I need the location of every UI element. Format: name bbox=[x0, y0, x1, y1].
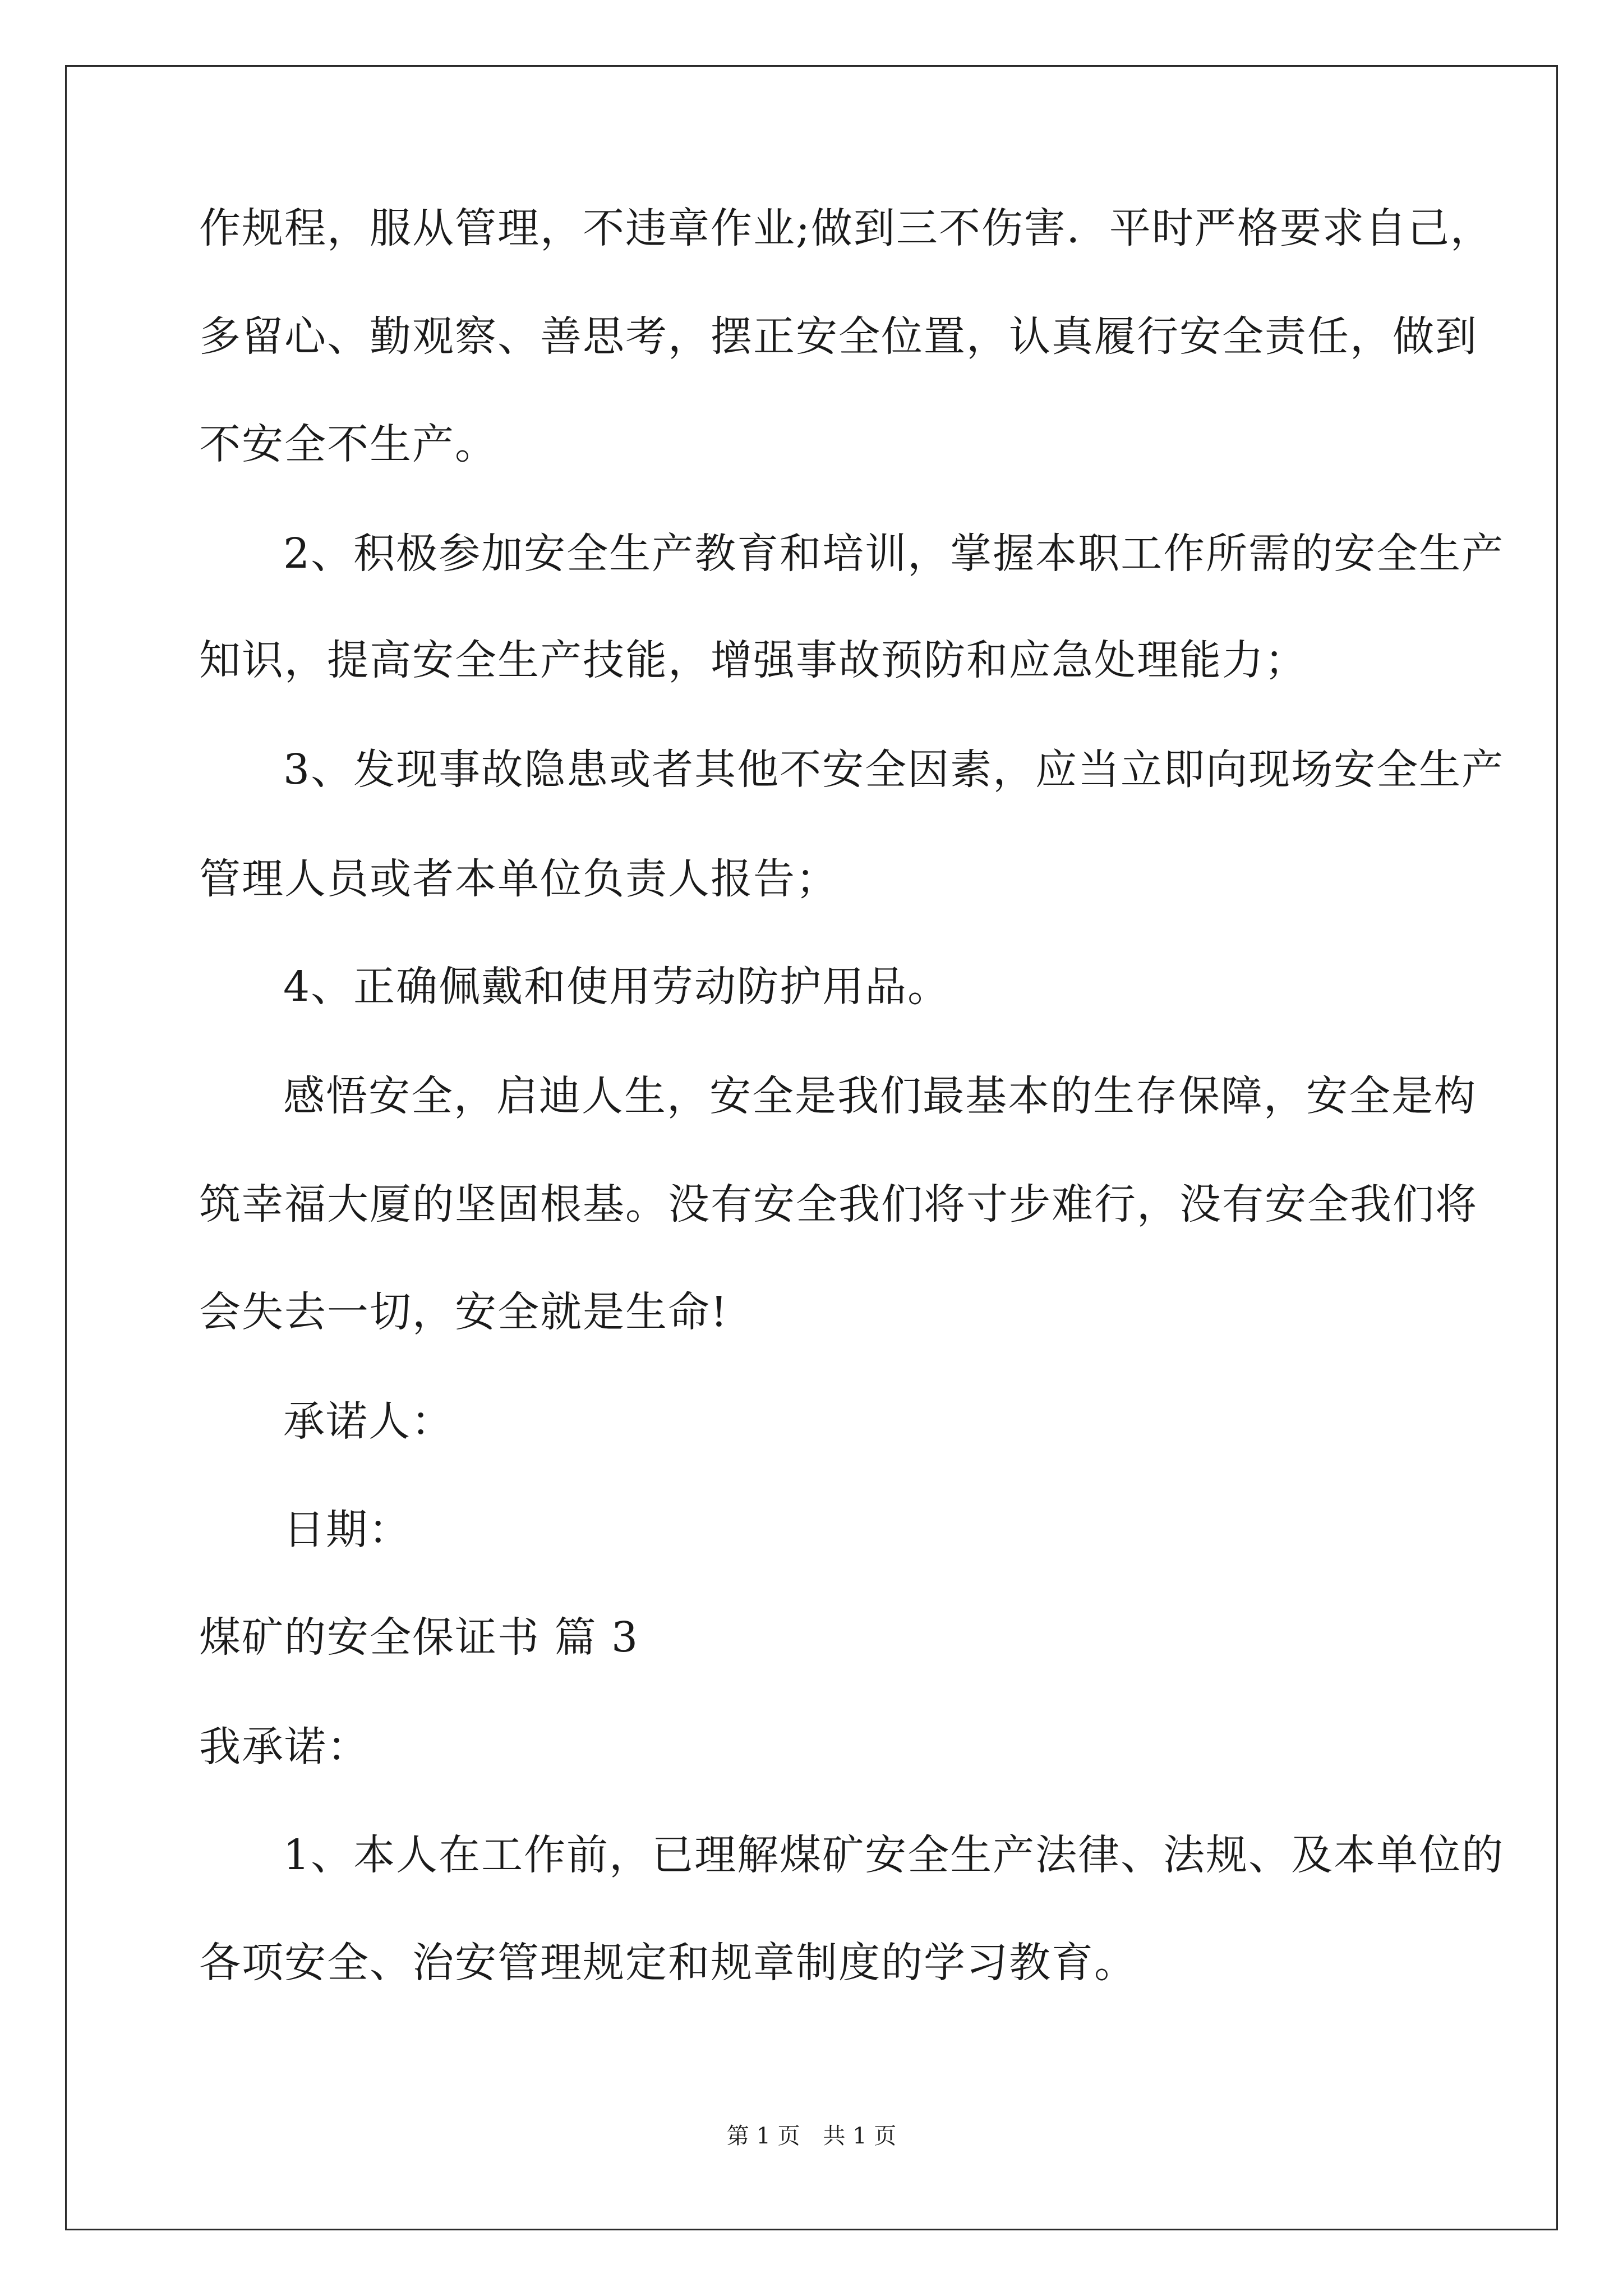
text-line: 知识，提高安全生产技能，增强事故预防和应急处理能力； bbox=[199, 636, 1307, 684]
date-label: 日期： bbox=[283, 1506, 411, 1554]
text-line: 3、发现事故隐患或者其他不安全因素，应当立即向现场安全生产 bbox=[283, 746, 1505, 794]
text-line: 管理人员或者本单位负责人报告； bbox=[199, 855, 838, 903]
text-line: 2、积极参加安全生产教育和培训，掌握本职工作所需的安全生产 bbox=[283, 530, 1505, 578]
text-line: 多留心、勤观察、善思考，摆正安全位置，认真履行安全责任，做到 bbox=[199, 312, 1478, 361]
page-border bbox=[65, 65, 1558, 2230]
text-line: 感悟安全，启迪人生，安全是我们最基本的生存保障，安全是构 bbox=[283, 1072, 1477, 1120]
text-line: 会失去一切，安全就是生命! bbox=[199, 1288, 728, 1336]
text-line: 1、本人在工作前，已理解煤矿安全生产法律、法规、及本单位的 bbox=[283, 1831, 1505, 1879]
section-heading: 煤矿的安全保证书 篇 3 bbox=[199, 1613, 639, 1662]
text-line: 作规程，服从管理，不违章作业;做到三不伤害．平时严格要求自己， bbox=[199, 204, 1493, 252]
text-line: 4、正确佩戴和使用劳动防护用品。 bbox=[283, 963, 951, 1011]
text-line: 我承诺： bbox=[199, 1723, 370, 1771]
signer-label: 承诺人： bbox=[283, 1397, 454, 1446]
text-line: 各项安全、治安管理规定和规章制度的学习教育。 bbox=[199, 1939, 1137, 1987]
text-line: 筑幸福大厦的坚固根基。没有安全我们将寸步难行，没有安全我们将 bbox=[199, 1180, 1478, 1228]
text-line: 不安全不生产。 bbox=[199, 420, 497, 468]
page-footer bbox=[0, 2125, 1623, 2147]
page-total: 共 1 页 bbox=[823, 2123, 897, 2149]
page-number: 第 1 页 bbox=[726, 2123, 800, 2149]
